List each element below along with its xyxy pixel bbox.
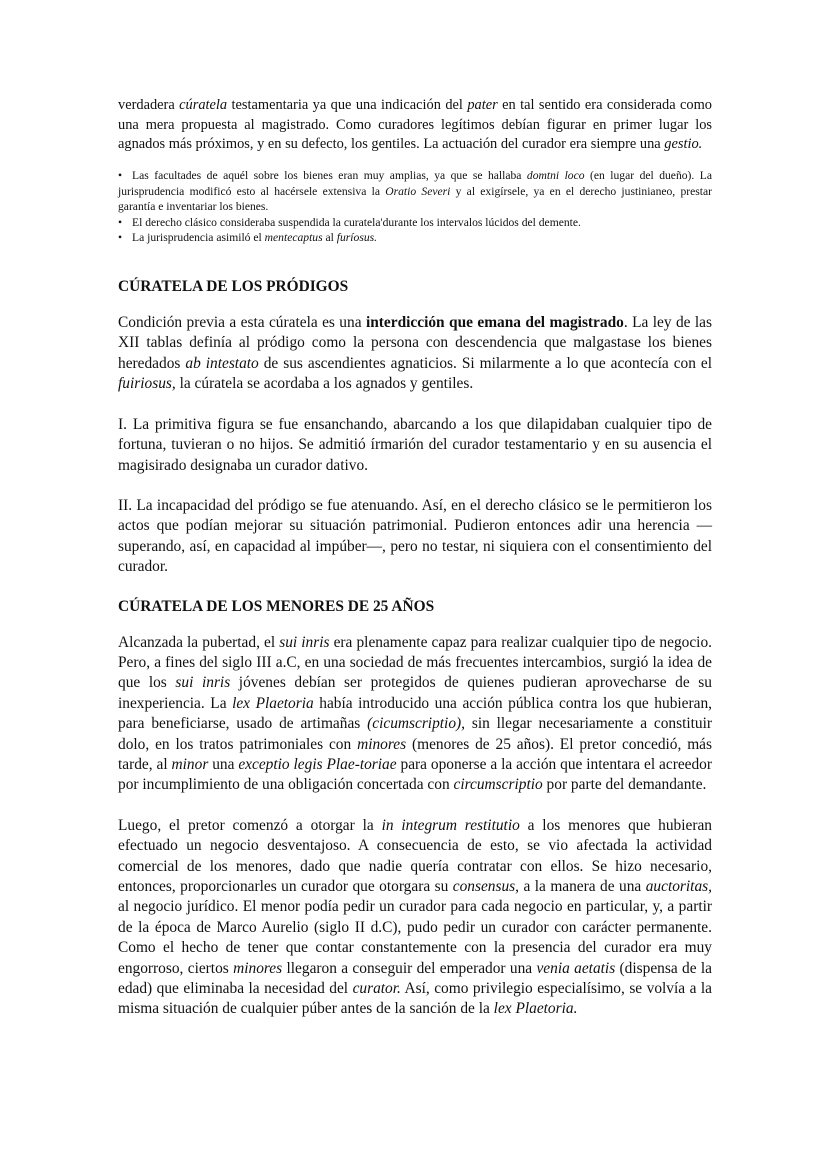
text-run: El derecho clásico consideraba suspendida la curatela'durante los intervalos lúcidos del demente. bbox=[132, 215, 581, 229]
italic-term: pater bbox=[467, 97, 498, 113]
italic-term: in integrum restitutio bbox=[381, 816, 520, 834]
footnote-item bbox=[118, 230, 712, 246]
text-run: (dispensa de la edad) que eliminaba la necesidad del bbox=[118, 959, 712, 998]
intro-paragraph bbox=[118, 96, 712, 155]
italic-term: curator. bbox=[352, 980, 401, 998]
section-heading-menores: CÚRATELA DE LOS MENORES DE 25 AÑOS bbox=[118, 597, 435, 615]
text-run: La jurisprudencia asimiló el bbox=[132, 231, 265, 245]
text-run: para oponerse a la acción que intentara el acreedor por incumplimiento de una obligación concertada con bbox=[118, 755, 712, 794]
text-run: era plenamente capaz para realizar cualquier tipo de negocio. Pero, a fines del siglo III a.C, en una sociedad de más frecuentes intercambios, surgió la idea de que los bbox=[118, 633, 712, 692]
text-run: (menores de 25 años). El pretor concedió, más tarde, al bbox=[118, 735, 713, 773]
text-run: había introducido una acción pública contra los que hubieran, para beneficiarse, usado de artimañas bbox=[118, 694, 712, 733]
italic-term: minor bbox=[171, 755, 209, 773]
italic-term: venia aetatis bbox=[536, 959, 616, 977]
italic-term: furíosus. bbox=[336, 231, 378, 245]
text-run: la cúratela se acordaba a los agnados y gentiles. bbox=[175, 375, 474, 393]
menores-paragraph-2 bbox=[118, 816, 712, 1020]
prodigos-paragraph-3: II. La incapacidad del pródigo se fue atenuando. Así, en el derecho clásico se le permitieron los actos que podían mejorar su situación patrimonial. Pudieron entonces adir una herencia —superando, así, en capacidad al impúber—, pero no testar, ni siquiera con el consentimiento del curador. bbox=[118, 496, 712, 576]
prodigos-paragraph-2: I. La primitiva figura se fue ensanchando, abarcando a los que dilapidaban cualquier tipo de fortuna, tuvieran o no hijos. Se admitió írmarión del curador testamentario y en su ausencia el magisirado designaba un curador dativo. bbox=[118, 415, 712, 474]
italic-term: Oratio Severi bbox=[385, 184, 451, 198]
prodigos-paragraph-1 bbox=[118, 313, 712, 395]
italic-term: minores bbox=[233, 959, 283, 977]
text-run: verdadera bbox=[118, 97, 180, 113]
text-run: testamentaria ya que una indicación del bbox=[227, 97, 468, 113]
italic-term: mentecaptus bbox=[264, 231, 323, 245]
italic-term: domtni loco bbox=[526, 169, 585, 183]
italic-term: lex Plaetoria. bbox=[493, 1000, 578, 1018]
text-run: Las facultades de aquél sobre los bienes eran muy amplias, ya que se hallaba bbox=[132, 169, 527, 183]
text-run: al negocio jurídico. El menor podía pedir un curador para cada negocio en particular, y, a partir de la época de Marco Aurelio (siglo II d.C), pudo pedir un curador con carácter permanente. Como el hecho de tener que contar constantemente con la presencia del curador era muy engorroso, ciertos bbox=[118, 898, 712, 977]
italic-term: minores bbox=[357, 735, 407, 753]
text-run: al bbox=[322, 231, 337, 245]
bullet-icon: • bbox=[118, 215, 123, 229]
text-run: una bbox=[208, 755, 239, 773]
italic-term: lex Plaetoria bbox=[232, 694, 314, 712]
italic-term: cúratela bbox=[179, 97, 228, 113]
italic-term: auctoritas, bbox=[645, 878, 712, 896]
footnote-item bbox=[118, 168, 712, 215]
section-heading-prodigos: CÚRATELA DE LOS PRÓDIGOS bbox=[118, 278, 349, 296]
text-run: de sus ascendientes agnaticios. Si milarmente a lo que acontecía con el bbox=[258, 354, 712, 372]
text-run: Alcanzada la pubertad, el bbox=[118, 633, 280, 651]
footnotes-list bbox=[118, 168, 712, 246]
italic-term: ab intestato bbox=[185, 354, 259, 372]
bold-term: interdicción que emana del magistrado bbox=[365, 314, 624, 332]
italic-term: circumscriptio bbox=[453, 776, 543, 794]
text-run: llegaron a conseguir del emperador una bbox=[282, 959, 537, 977]
text-run: por parte del demandante. bbox=[542, 776, 707, 794]
text-run: jóvenes debían ser protegidos de quienes pudieran aprovecharse de su inexperiencia. La bbox=[118, 674, 712, 712]
italic-term: exceptio legis Plae-toriae bbox=[238, 755, 397, 773]
italic-term: gestio. bbox=[664, 136, 703, 153]
text-run: Condición previa a esta cúratela es una bbox=[118, 314, 366, 332]
bullet-icon: • bbox=[118, 169, 123, 183]
italic-term: sui inris bbox=[279, 633, 330, 651]
italic-term: (cicumscriptio), bbox=[367, 715, 465, 733]
text-run: en tal sentido era considerada como una mera propuesta al magistrado. Como curadores legítimos debían figurar en primer lugar los agnados más próximos, y en su defecto, los gentiles. La actuación del curador era siempre una bbox=[118, 97, 712, 153]
text-run: a la manera de una bbox=[519, 878, 646, 896]
text-run: a los menores que hubieran efectuado un negocio desventajoso. A consecuencia de esto, se vio afectada la actividad comercial de los menores, dado que nadie quería contratar con ellos. Se hizo necesario, entonces, proporcionarles un curador que otorgara su bbox=[118, 816, 712, 896]
text-run: y al exigírsele, ya en el derecho justinianeo, prestar garantía e inventariar los bienes. bbox=[118, 184, 712, 214]
text-run: Luego, el pretor comenzó a otorgar la bbox=[118, 816, 382, 834]
italic-term: consensus, bbox=[452, 878, 520, 896]
italic-term: fuiriosus, bbox=[118, 375, 176, 393]
bullet-icon: • bbox=[118, 231, 123, 245]
text-run: (en lugar del dueño). La jurisprudencia modificó esto al hacérsele extensiva la bbox=[118, 169, 712, 198]
menores-paragraph-1 bbox=[118, 633, 712, 796]
text-run: Así, como privilegio especialísimo, se volvía a la misma situación de cualquier púber antes de la sanción de la bbox=[118, 980, 712, 1018]
text-run: sin llegar necesariamente a constituir dolo, en los tratos patrimoniales con bbox=[118, 715, 712, 753]
italic-term: sui inris bbox=[175, 674, 231, 692]
footnote-item bbox=[118, 215, 712, 231]
text-run: . La ley de las XII tablas definía al pródigo como la persona con descendencia que malgastase los bienes heredados bbox=[118, 314, 712, 372]
